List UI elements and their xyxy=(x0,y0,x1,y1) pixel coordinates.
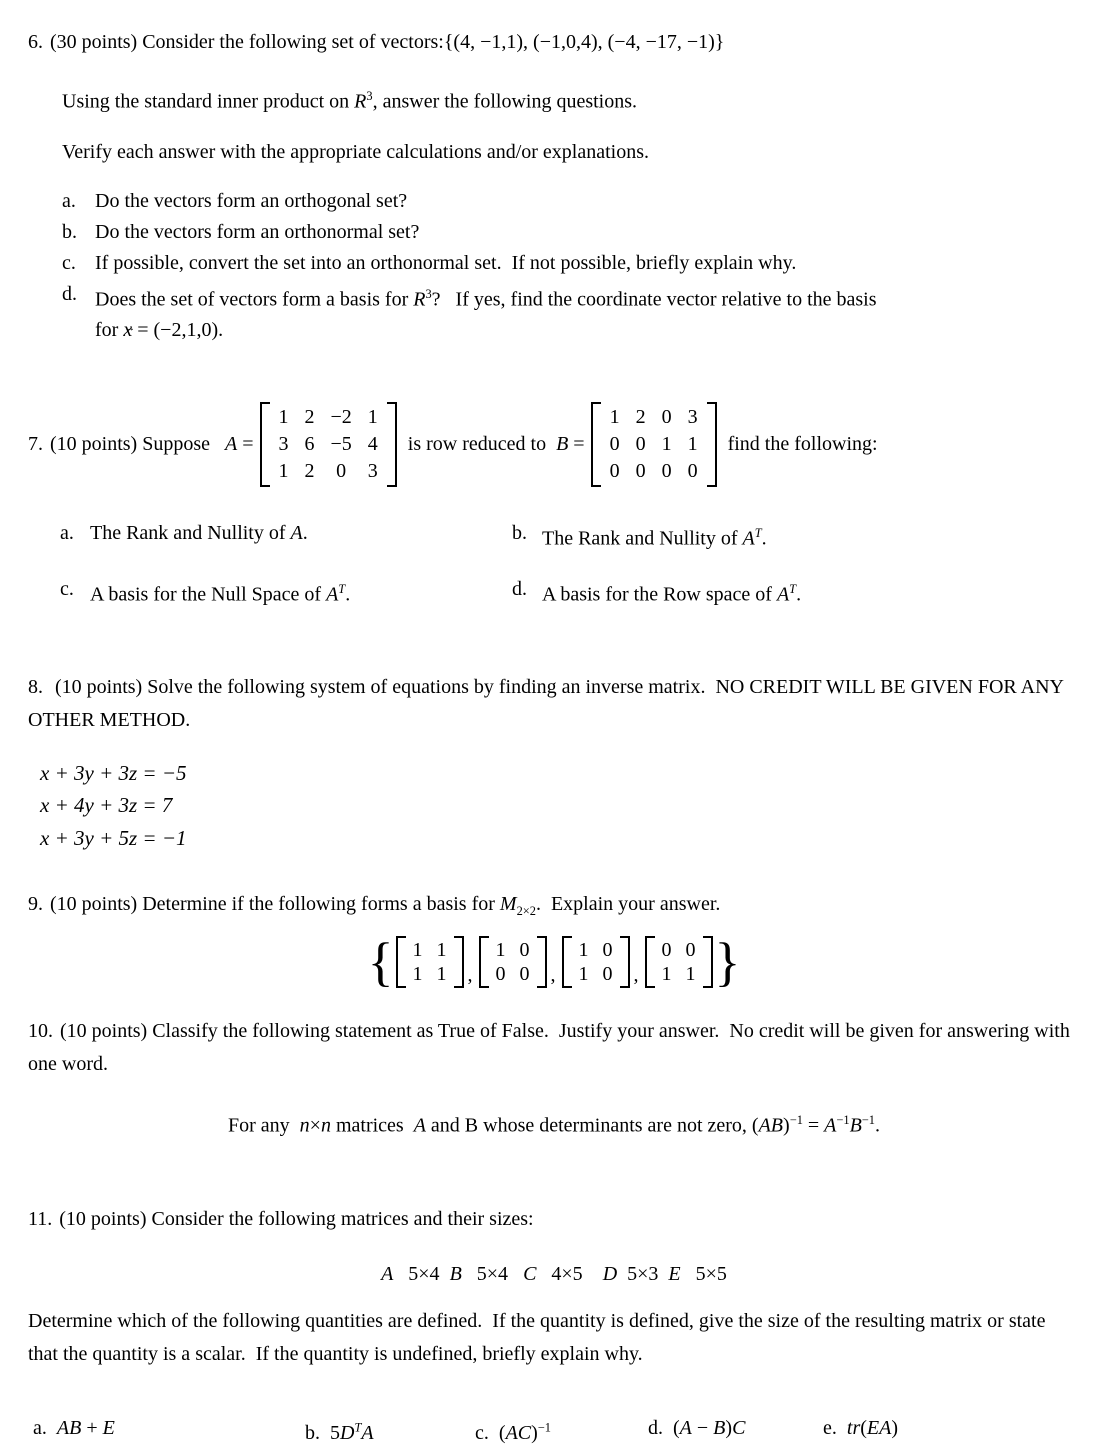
text-run: Do the vectors form an orthonormal set? xyxy=(95,220,420,243)
problem-7 xyxy=(28,402,1080,608)
text-run: For any xyxy=(228,1114,300,1137)
set-comma: , xyxy=(633,964,639,987)
problem-9-number: 9. xyxy=(28,893,43,916)
problem-7-post-text xyxy=(723,433,878,456)
problem-7-number: 7. xyxy=(28,433,43,456)
superscript: −1 xyxy=(537,1420,551,1435)
matrix-cell: 0 xyxy=(685,939,696,962)
text-run: . xyxy=(874,1114,880,1137)
text-run: ) xyxy=(725,1416,733,1439)
item-text xyxy=(330,1422,374,1444)
text-run: ) xyxy=(783,1114,790,1137)
list-item-b xyxy=(512,519,1080,553)
matrix-cell: 0 xyxy=(602,963,613,986)
matrix-cell: 0 xyxy=(635,460,646,483)
item-label: a. xyxy=(33,1416,47,1439)
set-matrix-1-grid xyxy=(406,936,454,988)
matrix-bracket-left xyxy=(591,402,601,487)
text-run: A basis for the Null Space of xyxy=(90,583,327,606)
matrix-cell: 1 xyxy=(412,963,423,986)
matrix-cell: 3 xyxy=(687,406,698,429)
text-run: Using the standard inner product on xyxy=(62,90,355,113)
item-text xyxy=(90,575,512,609)
problem-8-number: 8. xyxy=(28,675,43,698)
text-run: AC xyxy=(505,1422,532,1445)
equation-1: x + 3y + 3z = −5 xyxy=(40,760,187,785)
matrix-cell: 1 xyxy=(578,939,589,962)
item-label: c. xyxy=(60,577,74,600)
text-run: . xyxy=(796,583,802,606)
problem-11-item-list xyxy=(33,1413,1080,1448)
text-run: × xyxy=(309,1114,321,1137)
quantity-item-b xyxy=(305,1413,475,1448)
item-label: d. xyxy=(62,282,77,305)
matrix-cell: 2 xyxy=(635,406,646,429)
list-item-a xyxy=(60,519,512,553)
problem-9-title-text xyxy=(50,893,721,919)
problem-11-title xyxy=(28,1205,1080,1233)
item-label: a. xyxy=(62,189,76,212)
matrix-cell: 1 xyxy=(436,963,447,986)
text-run: D xyxy=(340,1422,355,1445)
text-run: . Explain your answer. xyxy=(535,893,721,916)
text-run: B xyxy=(849,1114,862,1137)
text-run: If possible, convert the set into an orthonormal set. If not possible, briefly explain why. xyxy=(95,251,797,274)
problem-7-mid-text xyxy=(403,433,585,456)
text-run: B xyxy=(713,1416,726,1439)
text-run: E xyxy=(668,1262,681,1285)
text-run: x → xyxy=(123,319,132,341)
text-run: and B whose determinants are not zero, ( xyxy=(425,1114,759,1137)
text-run: 5×4 xyxy=(393,1262,450,1285)
matrix-cell: 1 xyxy=(661,433,672,456)
problem-10-statement xyxy=(28,1105,1080,1141)
item-text xyxy=(90,519,512,553)
text-run: . xyxy=(302,522,308,545)
text-run: is row reduced to xyxy=(402,433,557,456)
matrix-cell: 1 xyxy=(578,963,589,986)
matrix-bracket-right xyxy=(387,402,397,487)
matrix-bracket-right xyxy=(537,936,547,988)
item-text xyxy=(95,217,1080,248)
problem-7-title xyxy=(28,402,1080,487)
problem-9-title xyxy=(28,890,1080,925)
item-text xyxy=(95,248,1080,279)
text-run: AB xyxy=(56,1416,82,1439)
quantity-item-c xyxy=(475,1413,648,1448)
problem-9 xyxy=(28,890,1080,993)
text-run: 4×5 xyxy=(536,1262,603,1285)
matrix-cell: 0 xyxy=(635,433,646,456)
set-matrix-3-grid xyxy=(572,936,620,988)
text-run: (30 points) Consider the following set of vectors:{(4, −1,1), (−1,0,4), (−4, −17, −1)} xyxy=(50,31,725,53)
item-label: d. xyxy=(648,1416,663,1439)
problem-8-title-text xyxy=(28,676,1068,731)
superscript: −1 xyxy=(789,1113,803,1128)
text-run: AB xyxy=(758,1114,784,1137)
superscript: T xyxy=(354,1420,362,1435)
item-text xyxy=(95,186,1080,217)
matrix-bracket-left xyxy=(479,936,489,988)
text-run: Do the vectors form an orthogonal set? xyxy=(95,189,408,212)
text-run: 5×4 xyxy=(461,1262,524,1285)
matrix-cell: 1 xyxy=(278,406,289,429)
text-run: n xyxy=(299,1114,310,1137)
item-label: b. xyxy=(512,522,527,545)
text-run: . xyxy=(761,527,767,550)
problem-6-item-list xyxy=(62,186,1080,347)
set-matrix-4-grid xyxy=(655,936,703,988)
item-text xyxy=(542,519,1080,553)
set-matrix-4 xyxy=(645,936,713,988)
text-run: E xyxy=(102,1416,115,1439)
text-run: 5×3 xyxy=(617,1262,669,1285)
problem-6-paragraph-1 xyxy=(62,82,1080,116)
item-text xyxy=(499,1422,551,1444)
text-run: A xyxy=(824,1114,837,1137)
text-run: 5×5 xyxy=(680,1262,727,1285)
text-run: (10 points) Determine if the following forms a basis for xyxy=(50,893,500,916)
matrix-cell: 6 xyxy=(304,433,315,456)
text-run: ) xyxy=(891,1416,899,1439)
text-run: ? If yes, find the coordinate vector relative to the basis xyxy=(431,288,877,311)
text-run: A xyxy=(381,1262,394,1285)
text-run: The Rank and Nullity of xyxy=(542,527,743,550)
text-run: A basis for the Row space of xyxy=(542,583,777,606)
set-comma: , xyxy=(550,964,556,987)
quantity-item-e xyxy=(823,1413,898,1448)
list-item-a xyxy=(62,186,1080,217)
text-run: A xyxy=(679,1416,692,1439)
text-run: matrices xyxy=(330,1114,414,1137)
text-run: B xyxy=(556,433,569,456)
text-run: n xyxy=(320,1114,331,1137)
item-label: d. xyxy=(512,577,527,600)
matrix-cell: 1 xyxy=(367,406,378,429)
text-run: R xyxy=(413,288,426,311)
matrix-cell: 1 xyxy=(687,433,698,456)
problem-11-title-text xyxy=(59,1208,533,1230)
text-run: A xyxy=(361,1422,374,1445)
item-label: c. xyxy=(62,251,76,274)
matrix-b-grid xyxy=(601,402,707,487)
problem-11-number: 11. xyxy=(28,1207,53,1230)
matrix-cell: 0 xyxy=(336,460,347,483)
text-run: B xyxy=(449,1262,462,1285)
matrix-bracket-left xyxy=(645,936,655,988)
matrix-sizes-line xyxy=(28,1259,1080,1289)
superscript: T xyxy=(789,581,797,596)
matrix-cell: 1 xyxy=(661,963,672,986)
text-run: ) xyxy=(531,1422,538,1445)
text-run: find the following: xyxy=(722,433,878,456)
text-run: (10 points) Suppose xyxy=(50,433,225,456)
quantity-item-d xyxy=(648,1413,823,1448)
matrix-bracket-right xyxy=(454,936,464,988)
superscript: T xyxy=(754,526,762,541)
problem-6-title-text xyxy=(50,31,724,53)
matrix-cell: 0 xyxy=(609,460,620,483)
problem-8 xyxy=(28,671,1080,855)
text-run: + xyxy=(81,1416,103,1439)
matrix-cell: 3 xyxy=(278,433,289,456)
item-label: c. xyxy=(475,1422,489,1445)
equation-3: x + 3y + 5z = −1 xyxy=(40,825,187,850)
text-run: A xyxy=(290,522,303,545)
brace-open: { xyxy=(367,932,394,993)
problem-10 xyxy=(28,1015,1080,1141)
set-matrix-2-grid xyxy=(489,936,537,988)
list-item-d-line2 xyxy=(62,315,1080,346)
text-run: Does the set of vectors form a basis for xyxy=(95,288,414,311)
superscript: −1 xyxy=(836,1113,850,1128)
matrix-cell: −2 xyxy=(330,406,352,429)
matrix-cell: 1 xyxy=(436,939,447,962)
set-matrix-2 xyxy=(479,936,547,988)
text-run: (10 points) Consider the following matrices and their sizes: xyxy=(59,1207,534,1230)
item-text xyxy=(673,1417,745,1439)
problem-11-paragraph xyxy=(28,1305,1080,1371)
item-text xyxy=(847,1417,898,1439)
text-run: (10 points) Solve the following system of equations by finding an inverse matrix. NO CREDIT WILL BE GIVEN FOR ANY OTHER METHOD. xyxy=(28,675,1069,731)
text-run: ( xyxy=(673,1416,680,1439)
matrix-cell: 1 xyxy=(495,939,506,962)
text-run: ( xyxy=(498,1422,506,1445)
matrix-b xyxy=(591,402,717,487)
matrix-cell: 2 xyxy=(304,460,315,483)
equation-block xyxy=(40,757,1080,855)
superscript: T xyxy=(338,581,346,596)
item-text xyxy=(542,575,1080,609)
text-run: The Rank and Nullity of xyxy=(90,522,291,545)
list-item-d xyxy=(512,575,1080,609)
problem-6 xyxy=(28,28,1080,346)
text-run: R xyxy=(354,90,367,113)
matrix-bracket-right xyxy=(620,936,630,988)
item-label-spacer xyxy=(62,315,95,346)
matrix-cell: −5 xyxy=(330,433,352,456)
text-run: (10 points) Classify the following statement as True of False. Justify your answer. No credit will be given for answering with one word. xyxy=(28,1020,1075,1076)
matrix-cell: 3 xyxy=(367,460,378,483)
superscript: 3 xyxy=(425,286,432,301)
quantity-item-a xyxy=(33,1413,305,1448)
matrix-cell: 0 xyxy=(661,406,672,429)
matrix-bracket-left xyxy=(562,936,572,988)
text-run: A xyxy=(413,1114,426,1137)
matrix-a-grid xyxy=(270,402,387,487)
item-text xyxy=(95,279,1080,316)
text-run: ( xyxy=(860,1416,867,1439)
text-run: A xyxy=(742,527,755,550)
text-run: D xyxy=(602,1262,618,1285)
item-text xyxy=(57,1417,115,1439)
item-label: e. xyxy=(823,1416,837,1439)
problem-6-number: 6. xyxy=(28,31,43,53)
matrix-cell: 0 xyxy=(609,433,620,456)
text-run: EA xyxy=(866,1416,892,1439)
matrix-a xyxy=(260,402,397,487)
text-run: tr xyxy=(846,1416,861,1439)
matrix-cell: 0 xyxy=(661,460,672,483)
problem-10-title xyxy=(28,1015,1080,1081)
problem-10-number: 10. xyxy=(28,1020,53,1043)
text-run: = xyxy=(568,433,585,456)
text-run: A xyxy=(326,583,339,606)
matrix-cell: 1 xyxy=(685,963,696,986)
text-run: Verify each answer with the appropriate calculations and/or explanations. xyxy=(62,140,650,163)
problem-6-paragraph-2 xyxy=(62,138,1080,166)
matrix-cell: 4 xyxy=(367,433,378,456)
matrix-cell: 0 xyxy=(661,939,672,962)
matrix-set xyxy=(28,932,1080,993)
equation-2: x + 4y + 3z = 7 xyxy=(40,793,173,818)
set-matrix-1 xyxy=(396,936,464,988)
set-matrix-3 xyxy=(562,936,630,988)
problem-11 xyxy=(28,1205,1080,1448)
text-run: = (−2,1,0). xyxy=(132,319,224,342)
text-run: . xyxy=(345,583,351,606)
matrix-cell: 0 xyxy=(495,963,506,986)
text-run: − xyxy=(691,1416,714,1439)
matrix-cell: 0 xyxy=(519,939,530,962)
matrix-cell: 1 xyxy=(412,939,423,962)
matrix-bracket-left xyxy=(260,402,270,487)
item-label: a. xyxy=(60,522,74,545)
problem-7-pre-text xyxy=(50,433,254,456)
text-run: , answer the following questions. xyxy=(372,90,637,113)
text-run: 5 xyxy=(330,1422,340,1445)
text-run: for xyxy=(95,319,124,342)
list-item-c xyxy=(62,248,1080,279)
matrix-cell: 0 xyxy=(687,460,698,483)
matrix-cell: 1 xyxy=(278,460,289,483)
superscript: −1 xyxy=(861,1113,875,1128)
set-comma: , xyxy=(467,964,473,987)
problem-6-title xyxy=(28,28,1080,56)
text-run: C xyxy=(523,1262,537,1285)
text-run: M xyxy=(499,893,517,916)
item-text xyxy=(95,315,1080,346)
subscript: 2×2 xyxy=(516,904,536,919)
list-item-d xyxy=(62,279,1080,316)
text-run: = xyxy=(802,1114,825,1137)
matrix-bracket-right xyxy=(703,936,713,988)
text-run: Determine which of the following quantities are defined. If the quantity is defined, give the size of the resulting matrix or state that the quantity is a scalar. If the quantity is undefined, briefly explain why. xyxy=(28,1309,1051,1365)
matrix-cell: 1 xyxy=(609,406,620,429)
text-run: C xyxy=(732,1416,746,1439)
matrix-cell: 0 xyxy=(602,939,613,962)
text-run: A xyxy=(776,583,790,606)
problem-10-title-text xyxy=(28,1020,1075,1075)
text-run: A xyxy=(225,433,238,456)
item-label: b. xyxy=(305,1422,320,1445)
matrix-cell: 0 xyxy=(519,963,530,986)
item-label: b. xyxy=(62,220,77,243)
matrix-bracket-right xyxy=(707,402,717,487)
matrix-cell: 2 xyxy=(304,406,315,429)
brace-close: } xyxy=(714,932,741,993)
matrix-bracket-left xyxy=(396,936,406,988)
list-item-b xyxy=(62,217,1080,248)
list-item-c xyxy=(60,575,512,609)
superscript: 3 xyxy=(366,89,373,103)
text-run: = xyxy=(237,433,254,456)
problem-8-title xyxy=(28,671,1080,737)
problem-7-item-list xyxy=(60,519,1080,608)
